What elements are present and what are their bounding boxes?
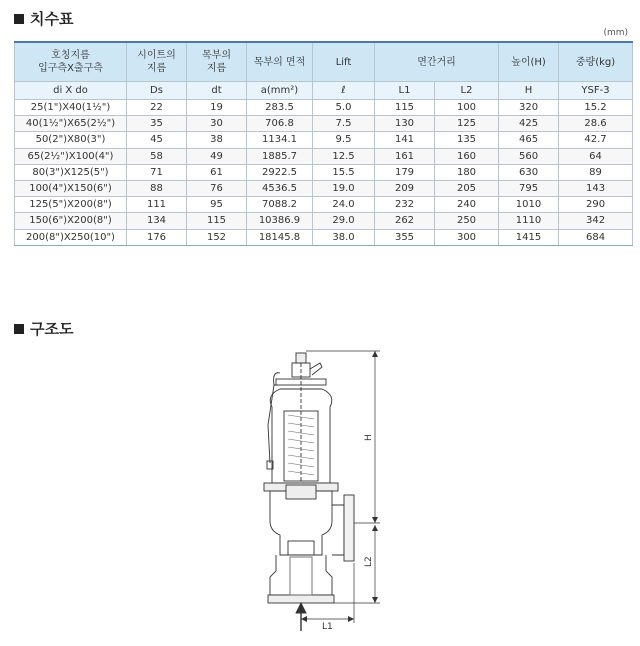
table-cell: 58 [127,148,187,164]
lever-right [310,363,322,375]
header-seat-diameter: 시이트의 지름 [127,42,187,82]
table-cell: 29.0 [313,213,375,229]
table-cell: 88 [127,180,187,196]
table-cell: 152 [187,229,247,245]
table-cell: 38.0 [313,229,375,245]
table-cell: 5.0 [313,100,375,116]
table-cell: 50(2")X80(3") [15,132,127,148]
table-cell: 1885.7 [247,148,313,164]
L2-arrow-top [372,525,378,531]
subheader-cell: YSF-3 [559,82,633,100]
spring-housing [284,411,318,481]
table-cell: 205 [435,180,499,196]
table-cell: 355 [375,229,435,245]
subheader-cell: L2 [435,82,499,100]
table-cell: 35 [127,116,187,132]
table-row [15,229,633,245]
table-header-row [15,42,633,82]
subheader-cell: di X do [15,82,127,100]
table-cell: 134 [127,213,187,229]
table-cell: 180 [435,164,499,180]
table-cell: 125(5")X200(8") [15,197,127,213]
table-cell: 560 [499,148,559,164]
table-cell: 18145.8 [247,229,313,245]
table-cell: 232 [375,197,435,213]
table-cell: 10386.9 [247,213,313,229]
table-cell: 125 [435,116,499,132]
table-cell: 283.5 [247,100,313,116]
table-cell: 15.2 [559,100,633,116]
table-cell: 15.5 [313,164,375,180]
disc [286,485,316,499]
H-arrow-top [372,351,378,357]
table-cell: 42.7 [559,132,633,148]
table-cell: 64 [559,148,633,164]
table-cell: 40(1½")X65(2½") [15,116,127,132]
table-cell: 342 [559,213,633,229]
table-cell: 684 [559,229,633,245]
inlet-neck [270,555,332,595]
L1-arrow-right [348,616,354,622]
table-cell: 300 [435,229,499,245]
table-row [15,148,633,164]
unit-label: (mm) [603,28,628,38]
table-cell: 706.8 [247,116,313,132]
table-cell: 115 [187,213,247,229]
table-cell: 200(8")X250(10") [15,229,127,245]
table-cell: 130 [375,116,435,132]
header-height: 높이(H) [499,42,559,82]
table-cell: 80(3")X125(5") [15,164,127,180]
dimensions-table [14,41,633,246]
table-cell: 111 [127,197,187,213]
table-cell: 240 [435,197,499,213]
table-cell: 1134.1 [247,132,313,148]
table-cell: 71 [127,164,187,180]
structure-title-text: 구조도 [30,320,74,338]
table-cell: 89 [559,164,633,180]
table-cell: 7.5 [313,116,375,132]
table-cell: 630 [499,164,559,180]
table-row [15,197,633,213]
table-cell: 76 [187,180,247,196]
valve-body [270,491,332,555]
table-cell: 143 [559,180,633,196]
L1-arrow-left [301,616,307,622]
table-cell: 320 [499,100,559,116]
header-nominal-size: 호칭지름 입구측X출구측 [15,42,127,82]
table-cell: 38 [187,132,247,148]
table-cell: 425 [499,116,559,132]
table-cell: 7088.2 [247,197,313,213]
table-row [15,132,633,148]
table-cell: 95 [187,197,247,213]
label-L1: L1 [322,622,333,632]
table-subheader-row [15,82,633,100]
table-cell: 28.6 [559,116,633,132]
structure-section-title [14,318,73,339]
header-throat-area: 목부의 면적 [247,42,313,82]
table-cell: 135 [435,132,499,148]
table-row [15,100,633,116]
table-cell: 176 [127,229,187,245]
table-cell: 12.5 [313,148,375,164]
table-cell: 1010 [499,197,559,213]
table-row [15,164,633,180]
table-cell: 1110 [499,213,559,229]
dimensions-section-title [14,8,73,29]
header-face-to-face: 면간거리 [375,42,499,82]
table-cell: 19 [187,100,247,116]
table-cell: 4536.5 [247,180,313,196]
cap-top [296,353,306,363]
label-H: H [364,434,374,441]
table-row [15,213,633,229]
table-row [15,116,633,132]
outlet-flange [344,495,354,561]
table-cell: 160 [435,148,499,164]
table-cell: 2922.5 [247,164,313,180]
table-row [15,180,633,196]
table-cell: 45 [127,132,187,148]
H-arrow-bottom [372,517,378,523]
table-cell: 100 [435,100,499,116]
header-lift: Lift [313,42,375,82]
valve-drawing [264,353,354,631]
table-cell: 65(2½")X100(4") [15,148,127,164]
table-cell: 22 [127,100,187,116]
table-cell: 250 [435,213,499,229]
subheader-cell: Ds [127,82,187,100]
dimensions-title-text: 치수표 [30,10,74,28]
subheader-cell: L1 [375,82,435,100]
nozzle [288,541,314,555]
table-cell: 465 [499,132,559,148]
valve-structure-diagram [250,345,400,635]
table-cell: 179 [375,164,435,180]
subheader-cell: a(mm²) [247,82,313,100]
inlet-bore [290,557,312,595]
label-L2: L2 [364,556,374,567]
inlet-flange [268,595,334,603]
table-cell: 100(4")X150(6") [15,180,127,196]
outlet-neck [332,505,344,555]
table-cell: 24.0 [313,197,375,213]
table-cell: 9.5 [313,132,375,148]
table-cell: 150(6")X200(8") [15,213,127,229]
table-cell: 161 [375,148,435,164]
table-cell: 795 [499,180,559,196]
table-cell: 262 [375,213,435,229]
L2-arrow-bottom [372,597,378,603]
table-cell: 290 [559,197,633,213]
table-cell: 25(1")X40(1½") [15,100,127,116]
header-throat-diameter: 목부의 지름 [187,42,247,82]
table-cell: 19.0 [313,180,375,196]
subheader-cell: H [499,82,559,100]
header-weight: 중량(kg) [559,42,633,82]
table-cell: 115 [375,100,435,116]
table-cell: 49 [187,148,247,164]
table-cell: 141 [375,132,435,148]
bullet-square-icon [14,14,24,24]
table-cell: 30 [187,116,247,132]
table-cell: 61 [187,164,247,180]
subheader-cell: ℓ [313,82,375,100]
table-cell: 1415 [499,229,559,245]
table-cell: 209 [375,180,435,196]
bullet-square-icon [14,324,24,334]
subheader-cell: dt [187,82,247,100]
